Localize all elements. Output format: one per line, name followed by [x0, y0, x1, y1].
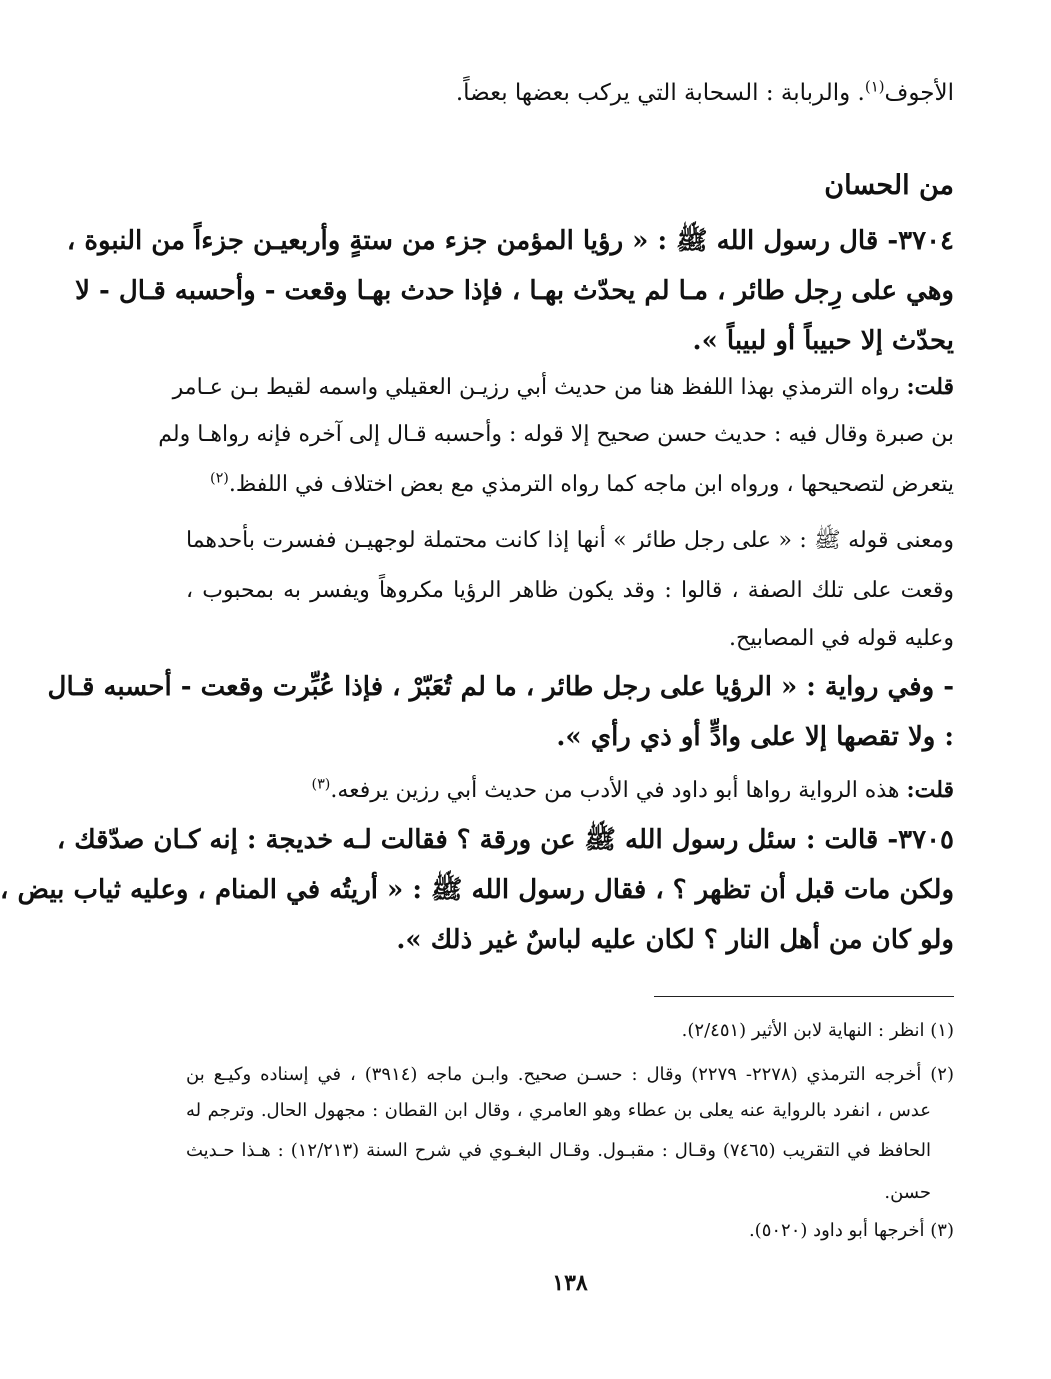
footnote-3: (٣) أخرجها أبو داود (٥٠٢٠).: [748, 1220, 954, 1241]
footnote-separator: [654, 996, 954, 997]
hadith-3705-line-1: ٣٧٠٥- قالت : سئل رسول الله ﷺ عن ورقة ؟ فقالت لـه خديجة : إنه كـان صدّقك ،: [56, 825, 954, 855]
note-1-line-1: [172, 372, 954, 403]
top-line: [186, 78, 954, 108]
footnote-2-line-1: (٢) أخرجه الترمذي (٢٢٧٨- ٢٢٧٩) وقال : حسـن صحيح. وابـن ماجه (٣٩١٤) ، في إسناده وكيـع بن: [186, 1064, 954, 1085]
meaning-line-1: ومعنى قوله ﷺ : « على رجل طائر » أنها إذا كانت محتملة لوجهيـن ففسرت بأحدهما: [186, 528, 954, 553]
top-line-start: الأجوف: [884, 80, 954, 106]
footnote-1: (١) انظر : النهاية لابن الأثير (٢/٤٥١).: [681, 1020, 954, 1041]
hadith-3704-line-1: ٣٧٠٤- قال رسول الله ﷺ : « رؤيا المؤمن جزء من ستةٍ وأربعيـن جزءاً من النبوة ،: [66, 226, 954, 256]
footnote-ref-1[interactable]: (١): [864, 77, 885, 96]
hadith-3704-line-2: وهي على رِجل طائر ، مـا لم يحدّث بهـا ، فإذا حدث بهـا وقعت - وأحسبه قـال - لا: [75, 276, 954, 306]
note-1-label: قلت:: [906, 374, 954, 400]
riwaya-line-2: : ولا تقصها إلا على وادٍّ أو ذي رأي ».: [556, 722, 954, 752]
footnote-2-line-2: عدس ، انفرد بالرواية عنه يعلى بن عطاء وهو العامري ، وقال ابن القطان : مجهول الحال. وترجم له: [186, 1100, 931, 1121]
note-2-text: هذه الرواية رواها أبو داود في الأدب من حديث أبي رزين يرفعه.: [330, 778, 907, 803]
hadith-3705-line-2: ولكن مات قبل أن تظهر ؟ ، فقال رسول الله ﷺ : « أريتُه في المنام ، وعليه ثياب بيض ،: [0, 875, 954, 905]
footnote-ref-2[interactable]: (٢): [210, 470, 229, 487]
footnote-2-line-3: الحافظ في التقريب (٧٤٦٥) وقـال : مقبـول. وقـال البغـوي في شرح السنة (١٢/٢١٣) : هـذا حـديث: [186, 1140, 931, 1161]
note-2-label: قلت:: [906, 777, 954, 803]
footnote-ref-3[interactable]: (٣): [311, 776, 331, 793]
note-2-line: [186, 775, 954, 806]
note-1-line-2: بن صبرة وقال فيه : حديث حسن صحيح إلا قوله : وأحسبه قـال إلى آخره فإنه رواهـا ولم: [158, 422, 954, 447]
riwaya-line-1: - وفي رواية : « الرؤيا على رجل طائر ، ما لم تُعَبّرْ ، فإذا عُبِّرت وقعت - أحسبه قـال: [47, 672, 954, 702]
note-1-text-3: يتعرض لتصحيحها ، ورواه ابن ماجه كما رواه الترمذي مع بعض اختلاف في اللفظ.: [228, 472, 954, 497]
note-1-line-3: [186, 470, 954, 500]
hadith-3704-line-3: يحدّث إلا حبيباً أو لبيباً ».: [692, 326, 954, 356]
footnote-2-line-4: حسن.: [884, 1182, 931, 1203]
note-1-text-1: رواه الترمذي بهذا اللفظ هنا من حديث أبي رزيـن العقيلي واسمه لقيط بـن عـامر: [172, 375, 907, 400]
top-line-end: . والربابة : السحابة التي يركب بعضها بعضاً.: [455, 80, 865, 106]
meaning-line-3: وعليه قوله في المصابيح.: [729, 626, 954, 651]
meaning-line-2: وقعت على تلك الصفة ، قالوا : وقد يكون ظاهر الرؤيا مكروهاً ويفسر به بمحبوب ،: [186, 578, 954, 603]
hadith-3705-line-3: ولو كان من أهل النار ؟ لكان عليه لباسٌ غير ذلك ».: [396, 925, 954, 955]
section-title: من الحسان: [824, 170, 954, 201]
page-number: ١٣٨: [552, 1270, 588, 1296]
